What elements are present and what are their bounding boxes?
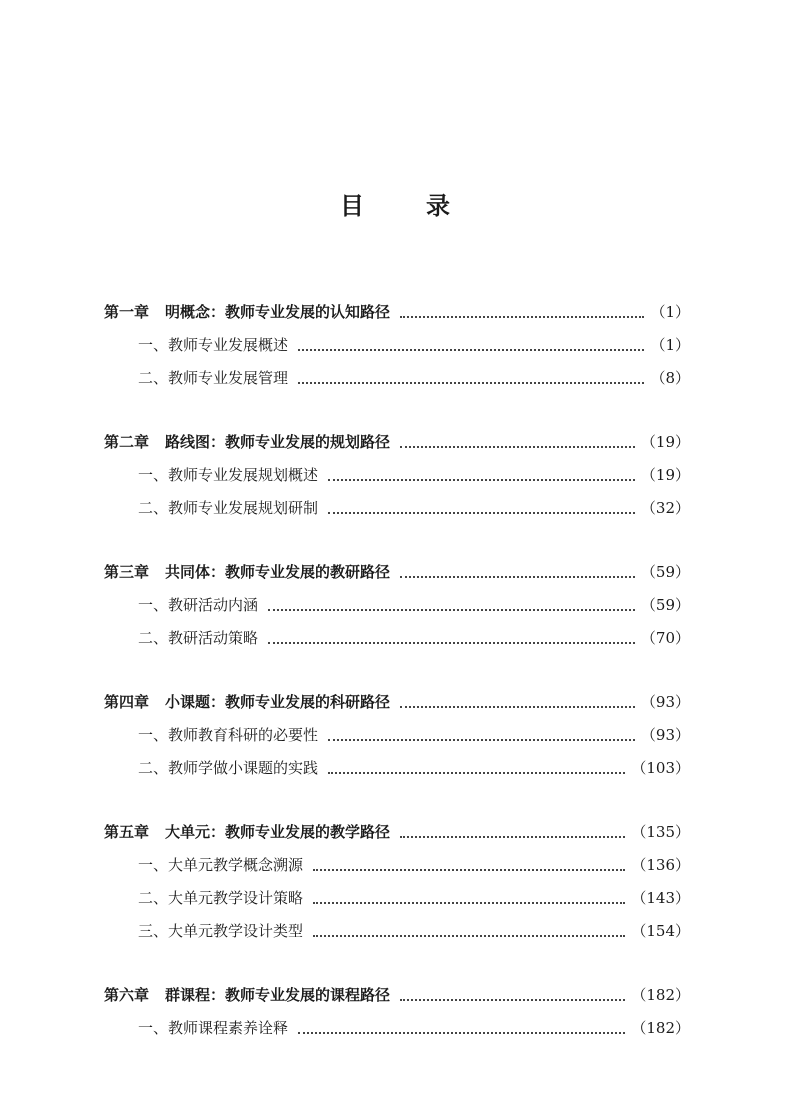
page-number: （93） bbox=[640, 693, 690, 711]
section-title: 一、教师专业发展概述 bbox=[138, 336, 289, 354]
toc-title-char-2: 录 bbox=[426, 192, 450, 220]
dot-leader bbox=[400, 316, 644, 318]
section-entry[interactable] bbox=[104, 849, 690, 882]
chapter-block bbox=[104, 686, 690, 785]
chapter-entry[interactable] bbox=[104, 979, 690, 1012]
page-number: （70） bbox=[640, 629, 690, 647]
page-number: （19） bbox=[640, 466, 690, 484]
chapter-number: 第四章 bbox=[104, 693, 150, 711]
section-title: 三、大单元教学设计类型 bbox=[138, 922, 304, 940]
section-title: 一、教研活动内涵 bbox=[138, 596, 259, 614]
dot-leader bbox=[313, 902, 625, 904]
section-entry[interactable] bbox=[104, 1012, 690, 1045]
page-number: （8） bbox=[650, 369, 690, 387]
page-number: （143） bbox=[631, 889, 690, 907]
chapter-block bbox=[104, 979, 690, 1045]
page-number: （1） bbox=[650, 303, 690, 321]
chapter-title: 群课程：教师专业发展的课程路径 bbox=[165, 986, 391, 1004]
section-entry[interactable] bbox=[104, 492, 690, 525]
section-title: 二、教师专业发展管理 bbox=[138, 369, 289, 387]
dot-leader bbox=[298, 1032, 625, 1034]
dot-leader bbox=[328, 512, 635, 514]
chapter-title: 小课题：教师专业发展的科研路径 bbox=[165, 693, 391, 711]
page-number: （182） bbox=[631, 986, 690, 1004]
section-entry[interactable] bbox=[104, 752, 690, 785]
chapter-entry[interactable] bbox=[104, 686, 690, 719]
page-number: （154） bbox=[631, 922, 690, 940]
dot-leader bbox=[328, 739, 635, 741]
chapter-entry[interactable] bbox=[104, 296, 690, 329]
chapter-number: 第六章 bbox=[104, 986, 150, 1004]
dot-leader bbox=[400, 446, 635, 448]
section-entry[interactable] bbox=[104, 622, 690, 655]
section-entry[interactable] bbox=[104, 882, 690, 915]
section-title: 二、教师专业发展规划研制 bbox=[138, 499, 319, 517]
page-number: （1） bbox=[650, 336, 690, 354]
section-title: 一、教师专业发展规划概述 bbox=[138, 466, 319, 484]
chapter-number: 第五章 bbox=[104, 823, 150, 841]
page-number: （59） bbox=[640, 596, 690, 614]
chapter-number: 第一章 bbox=[104, 303, 150, 321]
dot-leader bbox=[328, 772, 625, 774]
chapter-number: 第三章 bbox=[104, 563, 150, 581]
chapter-block bbox=[104, 426, 690, 525]
section-title: 二、教研活动策略 bbox=[138, 629, 259, 647]
section-entry[interactable] bbox=[104, 915, 690, 948]
section-title: 二、教师学做小课题的实践 bbox=[138, 759, 319, 777]
chapter-title: 明概念：教师专业发展的认知路径 bbox=[165, 303, 391, 321]
toc-title bbox=[0, 186, 790, 221]
dot-leader bbox=[298, 382, 644, 384]
toc-title-char-1: 目 bbox=[340, 192, 364, 220]
chapter-title: 共同体：教师专业发展的教研路径 bbox=[165, 563, 391, 581]
page-number: （93） bbox=[640, 726, 690, 744]
dot-leader bbox=[328, 479, 635, 481]
table-of-contents bbox=[104, 296, 690, 1076]
chapter-block bbox=[104, 816, 690, 948]
section-title: 二、大单元教学设计策略 bbox=[138, 889, 304, 907]
chapter-block bbox=[104, 556, 690, 655]
dot-leader bbox=[298, 349, 644, 351]
chapter-entry[interactable] bbox=[104, 426, 690, 459]
section-entry[interactable] bbox=[104, 589, 690, 622]
section-entry[interactable] bbox=[104, 459, 690, 492]
chapter-block bbox=[104, 296, 690, 395]
section-title: 一、教师课程素养诠释 bbox=[138, 1019, 289, 1037]
page-number: （182） bbox=[631, 1019, 690, 1037]
page-number: （136） bbox=[631, 856, 690, 874]
dot-leader bbox=[400, 576, 635, 578]
section-entry[interactable] bbox=[104, 329, 690, 362]
page-number: （32） bbox=[640, 499, 690, 517]
page-number: （19） bbox=[640, 433, 690, 451]
dot-leader bbox=[313, 935, 625, 937]
section-entry[interactable] bbox=[104, 362, 690, 395]
section-title: 一、大单元教学概念溯源 bbox=[138, 856, 304, 874]
chapter-title: 路线图：教师专业发展的规划路径 bbox=[165, 433, 391, 451]
dot-leader bbox=[400, 706, 635, 708]
section-title: 一、教师教育科研的必要性 bbox=[138, 726, 319, 744]
page-number: （59） bbox=[640, 563, 690, 581]
chapter-number: 第二章 bbox=[104, 433, 150, 451]
dot-leader bbox=[313, 869, 625, 871]
dot-leader bbox=[268, 609, 635, 611]
page-number: （135） bbox=[631, 823, 690, 841]
chapter-title: 大单元：教师专业发展的教学路径 bbox=[165, 823, 391, 841]
chapter-entry[interactable] bbox=[104, 816, 690, 849]
dot-leader bbox=[268, 642, 635, 644]
dot-leader bbox=[400, 836, 625, 838]
dot-leader bbox=[400, 999, 625, 1001]
section-entry[interactable] bbox=[104, 719, 690, 752]
chapter-entry[interactable] bbox=[104, 556, 690, 589]
page-number: （103） bbox=[631, 759, 690, 777]
